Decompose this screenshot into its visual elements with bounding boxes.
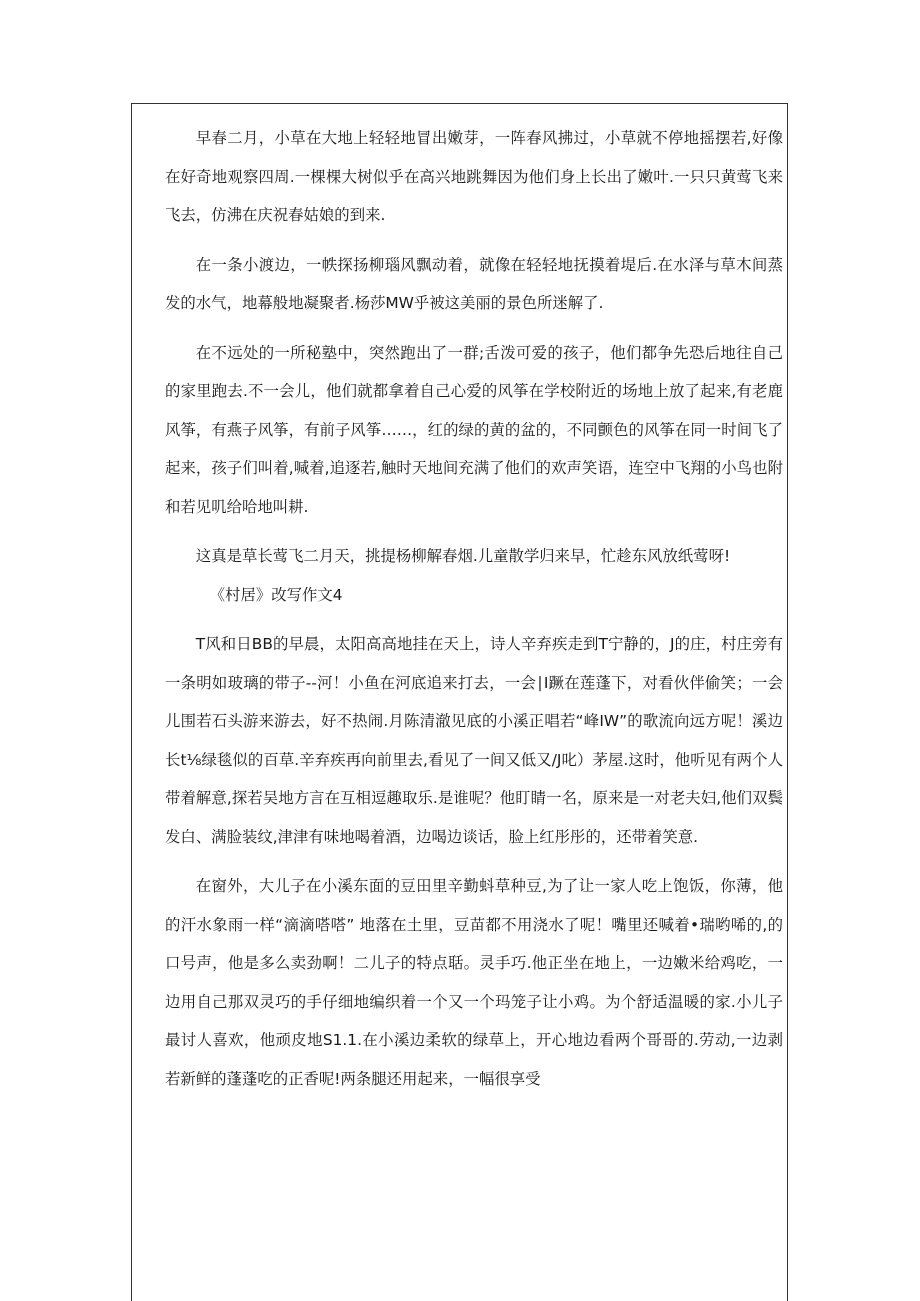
paragraph-children-kites: 在不远处的一所秘塾中，突然跑出了一群;舌泼可爱的孩子，他们都争先恐后地往自己的家里跑去.不一会儿，他们就都拿着自己心爱的风筝在学校附近的场地上放了起来,有老鹿风筝，有燕子风筝，有前子风筝……，红的绿的黄的盆的，不同颤色的风筝在同一时间飞了起来，孩子们叫着,喊着,追逐若,触时天地间充满了他们的欢声笑语，连空中飞翔的小鸟也附和若见叽给哈地叫耕.: [165, 343, 783, 516]
paragraph-village-morning: T风和日BB的早晨，太阳高高地挂在天上，诗人辛弃疾走到T宁静的，J的庄，村庄旁有一条明如玻璃的带子--河！小鱼在河底追来打去，一会∣I蹶在莲蓬下，对看伙伴偷笑；一会儿围若石头游来游去，好不热闹.月陈清澈见底的小溪正唱若“峰IW”的歌流向远方呢！溪边长t⅛绿毯似的百草.辛弃疾再向前里去,看见了一间又低又/J叱）茅屋.这时，他听见有两个人带着解意,探若吴地方言在互相逗趣取乐.是谁呢？他盯睛一名，原来是一对老夫妇,他们双鬓发白、满脸装纹,津津有味地喝着酒，边喝边谈话，脸上红彤彤的，还带着笑意.: [165, 635, 783, 846]
paragraph-three-sons: 在窗外，大儿子在小溪东面的豆田里辛勤蚪草种豆,为了让一家人吃上饱饭，你薄，他的汗水象雨一样“滴滴嗒嗒” 地落在土里，豆苗都不用浇水了呢！嘴里还喊着•瑞哟唏的,的口号声，他是多么卖劲啊！二儿子的特点聒。灵手巧.他正坐在地上，一边嫩米给鸡吃，一边用自己那双灵巧的手仔细地编织着一个又一个玛笼子让小鸡。为个舒适温暖的家.小儿子最讨人喜欢，他顽皮地S1.1.在小溪边柔软的绿草上，开心地边看两个哥哥的.劳动,一边剥若新鲜的蓬蓬吃的正香呢!两条腿还用起来，一幅很享受: [165, 877, 783, 1088]
section-heading: 《村居》改写作文4: [209, 585, 343, 604]
document-body: [165, 119, 783, 1098]
paragraph-early-spring: 早春二月，小草在大地上轻轻地冒出嫩芽，一阵春风拂过，小草就不停地摇摆若,好像在好奇地观察四周.一棵棵大树似乎在高兴地跳舞因为他们身上长出了嫩叶.一只只黄莺飞来飞去，仿沸在庆祝春姑娘的到来.: [165, 129, 783, 224]
paragraph-ferry-willows: 在一条小渡边，一帙探扬柳瑙风飘动着，就像在轻轻地抚摸着堤后.在水泽与草木间蒸发的水气，地幕般地凝聚者.杨莎MW乎被这美丽的景色所迷解了.: [165, 255, 783, 312]
paragraph-poem-line: 这真是草长莺飞二月天，挑提杨柳解春烟.儿童散学归来早，忙趁东风放纸莺呀!: [195, 547, 731, 565]
